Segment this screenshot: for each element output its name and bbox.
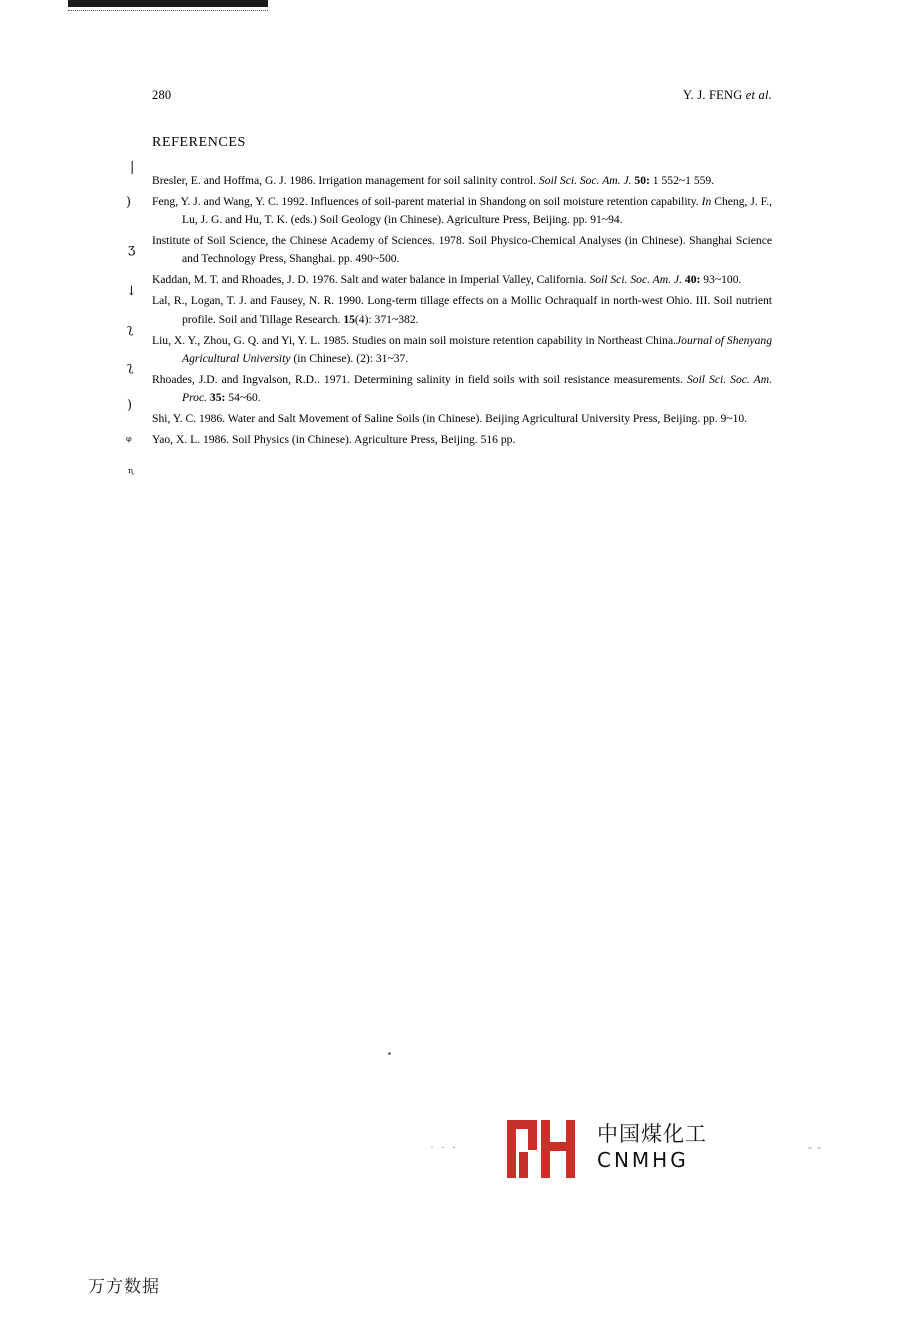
- logo-right-dash: - -: [808, 1140, 822, 1154]
- page-title: REFERENCES: [152, 135, 246, 150]
- margin-mark: ʅ: [127, 322, 134, 337]
- margin-mark: |: [130, 160, 135, 175]
- reference-entry: Institute of Soil Science, the Chinese Academy of Sciences. 1978. Soil Physico-Chemical Analyses (in Chinese). Shanghai Science and Technology Press, Shanghai. pp. 490~500.: [152, 234, 772, 266]
- reference-entry: Yao, X. L. 1986. Soil Physics (in Chinese). Agriculture Press, Beijing. 516 pp.: [152, 433, 516, 447]
- reference-entry: Feng, Y. J. and Wang, Y. C. 1992. Influences of soil-parent material in Shandong on soil moisture retention capability. In Cheng, J. F., Lu, J. G. and Hu, T. K. (eds.) Soil Geology (in Chinese). Agriculture Press, Beijing. pp. 91~94.: [152, 195, 772, 227]
- running-title-authors: Y. J. FENG: [683, 88, 746, 102]
- running-title: [683, 88, 772, 103]
- reference-entry: Lal, R., Logan, T. J. and Fausey, N. R. 1990. Long-term tillage effects on a Mollic Ochraqualf in north-west Ohio. III. Soil nutrient profile. Soil and Tillage Research. 15(4): 371~382.: [152, 294, 772, 326]
- margin-mark: ): [126, 195, 132, 210]
- scan-artifact-bar: [68, 0, 268, 7]
- margin-mark: ): [127, 398, 133, 413]
- margin-annotations: [118, 160, 152, 490]
- page-number: 280: [152, 88, 172, 102]
- page-header: [152, 88, 772, 103]
- footer-watermark: 万方数据: [88, 1277, 160, 1297]
- reference-entry: Rhoades, J.D. and Ingvalson, R.D.. 1971. Determining salinity in field soils with soil resistance measurements. Soil Sci. Soc. Am. Proc. 35: 54~60.: [152, 372, 772, 404]
- margin-mark: ʅ: [127, 360, 134, 375]
- logo-text-chinese: 中国煤化工: [597, 1122, 707, 1146]
- logo-left-dots: · · ·: [430, 1140, 458, 1154]
- reference-entry: Liu, X. Y., Zhou, G. Q. and Yi, Y. L. 1985. Studies on main soil moisture retention capability in Northeast China.Journal of Shenyang Agricultural University (in Chinese). (2): 31~37.: [152, 333, 772, 365]
- margin-mark: ↓: [126, 284, 137, 299]
- reference-list: [152, 172, 772, 452]
- running-title-etal: et al.: [745, 88, 772, 102]
- logo-text-english: CNMHG: [597, 1148, 689, 1172]
- scan-artifact-bar-secondary: [68, 7, 268, 11]
- cnmhg-logo: [505, 1118, 725, 1188]
- margin-mark: ᵠ: [126, 434, 132, 449]
- reference-entry: Bresler, E. and Hoffma, G. J. 1986. Irrigation management for soil salinity control. Soil Sci. Soc. Am. J. 50: 1 552~1 559.: [152, 174, 715, 187]
- reference-entry: Kaddan, M. T. and Rhoades, J. D. 1976. Salt and water balance in Imperial Valley, California. Soil Sci. Soc. Am. J. 40: 93~100.: [152, 273, 742, 287]
- scan-speck: [388, 1052, 391, 1055]
- reference-entry: Shi, Y. C. 1986. Water and Salt Movement of Saline Soils (in Chinese). Beijing Agricultural University Press, Beijing. pp. 9~10.: [152, 411, 748, 425]
- margin-mark: ʒ: [128, 242, 136, 257]
- cnmhg-logo-mark: [505, 1118, 587, 1180]
- margin-mark: ᶯ: [128, 466, 134, 481]
